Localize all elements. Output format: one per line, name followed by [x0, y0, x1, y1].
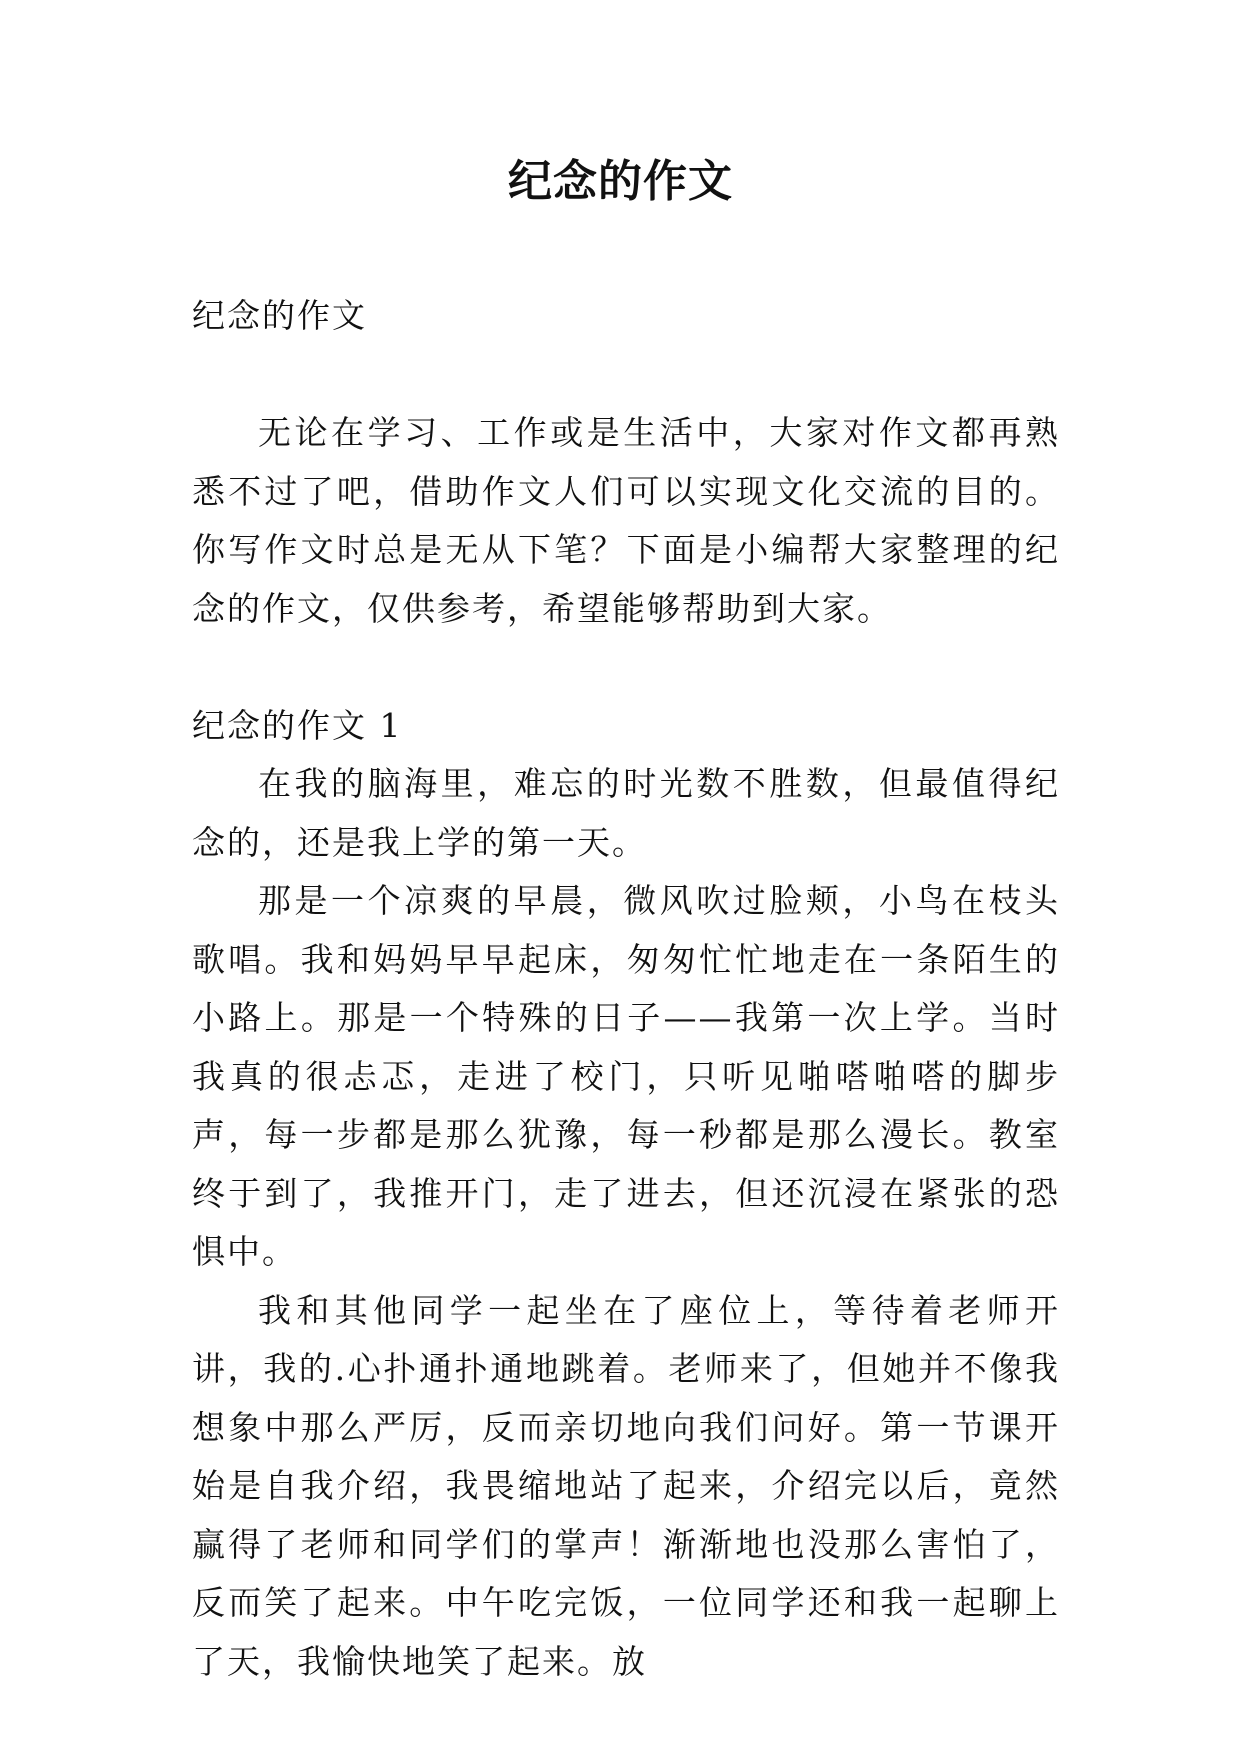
document-subtitle: 纪念的作文: [192, 296, 367, 335]
intro-block: [192, 404, 1060, 638]
body-paragraph-3: 我和其他同学一起坐在了座位上，等待着老师开讲，我的.心扑通扑通地跳着。老师来了，但她并不像我想象中那么严厉，反而亲切地向我们问好。第一节课开始是自我介绍，我畏缩地站了起来，介绍完以后，竟然赢得了老师和同学们的掌声！渐渐地也没那么害怕了，反而笑了起来。中午吃完饭，一位同学还和我一起聊上了天，我愉快地笑了起来。放: [192, 1290, 1060, 1681]
intro-paragraph: 无论在学习、工作或是生活中，大家对作文都再熟悉不过了吧，借助作文人们可以实现文化交流的目的。你写作文时总是无从下笔？下面是小编帮大家整理的纪念的作文，仅供参考，希望能够帮助到大家。: [192, 413, 1060, 628]
body-paragraph-1: 在我的脑海里，难忘的时光数不胜数，但最值得纪念的，还是我上学的第一天。: [192, 764, 1060, 862]
section-body: [192, 755, 1060, 1691]
body-paragraph-2: 那是一个凉爽的早晨，微风吹过脸颊，小鸟在枝头歌唱。我和妈妈早早起床，匆匆忙忙地走在一条陌生的小路上。那是一个特殊的日子——我第一次上学。当时我真的很忐忑，走进了校门，只听见啪嗒啪嗒的脚步声，每一步都是那么犹豫，每一秒都是那么漫长。教室终于到了，我推开门，走了进去，但还沉浸在紧张的恐惧中。: [192, 881, 1060, 1271]
document-title: 纪念的作文: [508, 156, 733, 207]
section-title: 纪念的作文 1: [192, 706, 403, 745]
